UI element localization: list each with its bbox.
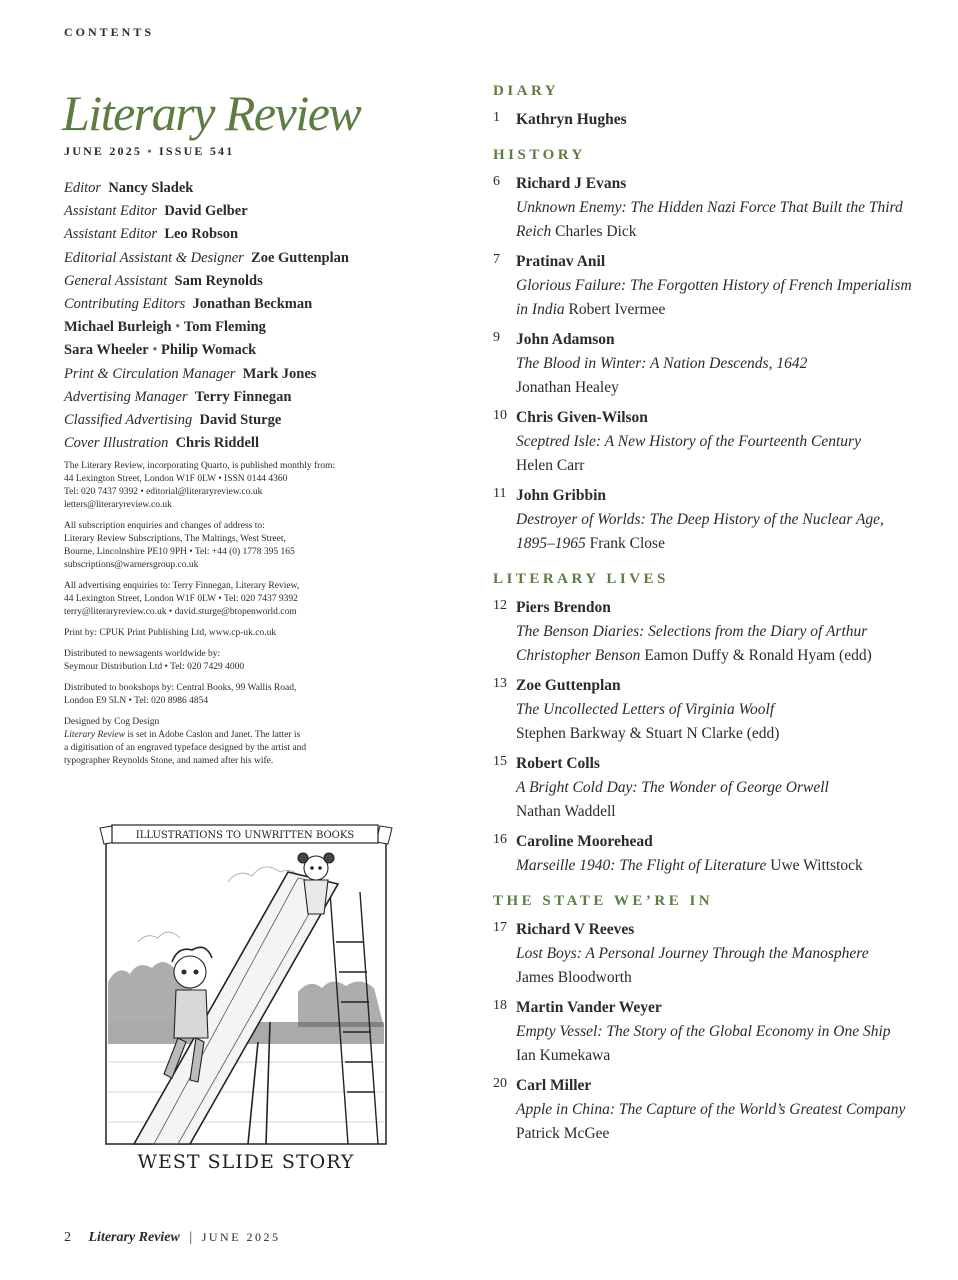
staff-line (64, 270, 384, 293)
toc-reviewer: John Gribbin (516, 487, 607, 504)
staff-name: David Gelber (164, 203, 248, 220)
info-line: Print by: CPUK Print Publishing Ltd, www.cp-uk.co.uk (64, 628, 277, 638)
toc-book (516, 508, 913, 556)
toc-book-author: Helen Carr (516, 457, 585, 474)
toc-book-author: Stephen Barkway & Stuart N Clarke (edd) (516, 725, 780, 742)
toc-entry[interactable] (493, 596, 913, 668)
staff-credits (64, 177, 384, 455)
toc-page-number: 18 (493, 998, 507, 1013)
bookshops-info (64, 682, 384, 708)
staff-name: Zoe Guttenplan (251, 249, 349, 266)
info-line: All subscription enquiries and changes of address to: (64, 521, 265, 531)
toc-reviewer: Piers Brendon (516, 599, 611, 616)
toc-page-number: 15 (493, 754, 507, 769)
toc-page-number: 12 (493, 598, 507, 613)
name-separator: • (175, 319, 181, 336)
contributing-editors-line (64, 339, 384, 362)
staff-name: Philip Womack (161, 342, 257, 359)
toc-book-title: Empty Vessel: The Story of the Global Economy in One Ship (516, 1023, 891, 1040)
toc-book-title: Marseille 1940: The Flight of Literature (516, 857, 767, 874)
toc-reviewer: Chris Given-Wilson (516, 409, 648, 426)
toc-entry[interactable] (493, 918, 913, 990)
toc-book-author: Jonathan Healey (516, 379, 619, 396)
masthead-title: Literary Review (62, 85, 361, 141)
newsagents-info (64, 648, 384, 674)
toc-book-title: Lost Boys: A Personal Journey Through the Manosphere (516, 945, 869, 962)
toc-reviewer: Robert Colls (516, 755, 600, 772)
staff-line (64, 247, 384, 270)
toc-book-title: The Benson Diaries: Selections from the Diary of Arthur Christopher Benson (516, 623, 868, 664)
toc-book-author: Eamon Duffy & Ronald Hyam (edd) (644, 647, 872, 664)
toc-page-number: 20 (493, 1076, 507, 1091)
typeface-text: is set in Adobe Caslon and Janet. The latter is (124, 730, 301, 740)
subscription-info (64, 520, 384, 572)
toc-book (516, 620, 913, 668)
cartoon-banner-text: ILLUSTRATIONS TO UNWRITTEN BOOKS (135, 830, 355, 841)
toc-section-heading: HISTORY (493, 147, 586, 163)
toc-page-number: 11 (493, 486, 507, 501)
toc-book (516, 430, 913, 478)
info-line: Distributed to bookshops by: Central Books, 99 Wallis Road, (64, 683, 297, 693)
staff-role: Editorial Assistant & Designer (64, 249, 244, 266)
footer-magazine-name: Literary Review (88, 1230, 180, 1245)
toc-page-number: 6 (493, 174, 500, 189)
toc-entry[interactable] (493, 406, 913, 478)
toc-book (516, 1020, 913, 1068)
staff-line (64, 293, 384, 316)
staff-name: Leo Robson (164, 226, 239, 243)
issue-number: ISSUE 541 (158, 144, 235, 158)
staff-line (64, 432, 384, 455)
toc-book-author: Frank Close (589, 535, 665, 552)
staff-role: Classified Advertising (64, 412, 193, 429)
staff-name: Tom Fleming (183, 319, 266, 336)
toc-book (516, 196, 913, 244)
toc-page-number: 13 (493, 676, 507, 691)
toc-book-author: Robert Ivermee (568, 301, 666, 318)
toc-book-author: Charles Dick (555, 223, 637, 240)
print-info (64, 627, 384, 640)
staff-name: Sara Wheeler (64, 342, 149, 359)
toc-book-author: James Bloodworth (516, 969, 632, 986)
toc-entry[interactable] (493, 328, 913, 400)
toc-section-heading: DIARY (493, 83, 560, 99)
staff-name: Chris Riddell (175, 435, 259, 452)
info-line: terry@literaryreview.co.uk • david.sturge@btopenworld.com (64, 607, 297, 617)
footer-date: JUNE 2025 (201, 1230, 281, 1244)
toc-book (516, 698, 913, 746)
toc-page-number: 17 (493, 920, 507, 935)
staff-role: General Assistant (64, 272, 168, 289)
toc-book-title: Apple in China: The Capture of the World’s Greatest Company (516, 1101, 906, 1118)
staff-role: Editor (64, 180, 102, 196)
toc-entry[interactable] (493, 830, 913, 878)
toc-entry[interactable] (493, 484, 913, 556)
footer-separator: | (189, 1230, 193, 1245)
info-line: Tel: 020 7437 9392 • editorial@literaryreview.co.uk (64, 487, 263, 497)
info-line: a digitisation of an engraved typeface designed by the artist and (64, 743, 307, 753)
info-line: Designed by Cog Design (64, 717, 160, 727)
toc-reviewer: Kathryn Hughes (516, 111, 627, 128)
toc-page-number: 9 (493, 330, 500, 345)
info-line: 44 Lexington Street, London W1F 0LW • Tel: 020 7437 9392 (64, 594, 298, 604)
toc-book (516, 1098, 913, 1146)
staff-role: Assistant Editor (64, 226, 158, 243)
info-line: Literary Review Subscriptions, The Maltings, West Street, (64, 534, 286, 544)
issue-line (64, 144, 234, 159)
toc-book-title: Glorious Failure: The Forgotten History of French Imperialism in India (516, 277, 912, 318)
staff-line (64, 177, 384, 200)
page-number: 2 (64, 1230, 71, 1245)
toc-book-author: Uwe Wittstock (770, 857, 863, 874)
toc-section-heading: THE STATE WE’RE IN (493, 893, 714, 909)
info-line: All advertising enquiries to: Terry Finnegan, Literary Review, (64, 581, 300, 591)
toc-reviewer: Zoe Guttenplan (516, 677, 621, 694)
toc-reviewer: Carl Miller (516, 1077, 592, 1094)
toc-entry[interactable] (493, 250, 913, 322)
toc-entry[interactable] (493, 674, 913, 746)
toc-reviewer: Pratinav Anil (516, 253, 606, 270)
info-line: Distributed to newsagents worldwide by: (64, 649, 221, 659)
toc-reviewer: Richard V Reeves (516, 921, 635, 938)
toc-page-number: 7 (493, 252, 500, 267)
cartoon-illustration (98, 822, 394, 1174)
toc-entry[interactable] (493, 752, 913, 824)
staff-name: David Sturge (199, 412, 282, 429)
info-line: London E9 5LN • Tel: 020 8986 4854 (64, 696, 209, 706)
toc-reviewer: Richard J Evans (516, 175, 627, 192)
info-line: 44 Lexington Street, London W1F 0LW • ISSN 0144 4360 (64, 474, 288, 484)
info-line: The Literary Review, incorporating Quarto, is published monthly from: (64, 461, 336, 471)
toc-book-title: A Bright Cold Day: The Wonder of George Orwell (516, 779, 829, 796)
toc-book (516, 942, 913, 990)
info-line (64, 729, 384, 742)
page-section-label: CONTENTS (64, 25, 155, 39)
toc-book (516, 854, 913, 878)
toc-page-number: 16 (493, 832, 507, 847)
staff-role: Contributing Editors (64, 296, 186, 313)
toc-book-title: The Uncollected Letters of Virginia Woolf (516, 701, 775, 718)
info-line: Seymour Distribution Ltd • Tel: 020 7429 4000 (64, 662, 245, 672)
design-info (64, 716, 384, 768)
staff-line (64, 386, 384, 409)
publisher-info (64, 460, 384, 512)
toc-page-number: 1 (493, 110, 500, 125)
info-line: typographer Reynolds Stone, and named after his wife. (64, 756, 274, 766)
toc-reviewer: John Adamson (516, 331, 615, 348)
toc-reviewer: Caroline Moorehead (516, 833, 653, 850)
toc-book (516, 352, 913, 400)
table-of-contents (493, 80, 913, 1152)
staff-line (64, 363, 384, 386)
toc-book (516, 776, 913, 824)
toc-entry[interactable] (493, 996, 913, 1068)
info-line: letters@literaryreview.co.uk (64, 500, 172, 510)
toc-book-title: Unknown Enemy: The Hidden Nazi Force That Built the Third Reich (516, 199, 903, 240)
staff-name: Terry Finnegan (194, 388, 292, 405)
staff-role: Cover Illustration (64, 435, 169, 452)
info-line: Bourne, Lincolnshire PE10 9PH • Tel: +44 (0) 1778 395 165 (64, 547, 295, 557)
info-line: subscriptions@warnersgroup.co.uk (64, 560, 199, 570)
toc-book-title: Destroyer of Worlds: The Deep History of the Nuclear Age, 1895–1965 (516, 511, 884, 552)
issue-separator: • (147, 144, 154, 158)
toc-page-number: 10 (493, 408, 507, 423)
cartoon-caption: WEST SLIDE STORY (137, 1151, 355, 1173)
toc-book-title: The Blood in Winter: A Nation Descends, 1642 (516, 355, 808, 372)
magazine-name: Literary Review (64, 730, 125, 740)
staff-name: Jonathan Beckman (192, 296, 313, 313)
staff-name: Sam Reynolds (174, 272, 263, 289)
toc-entry[interactable] (493, 108, 913, 132)
staff-role: Assistant Editor (64, 203, 158, 220)
staff-name: Mark Jones (242, 365, 317, 382)
publication-info (64, 460, 384, 776)
issue-month: JUNE 2025 (64, 144, 143, 158)
toc-entry[interactable] (493, 1074, 913, 1146)
staff-line (64, 223, 384, 246)
staff-role: Advertising Manager (64, 388, 188, 405)
staff-line (64, 200, 384, 223)
name-separator: • (152, 342, 158, 359)
toc-book-author: Ian Kumekawa (516, 1047, 611, 1064)
toc-book-author: Patrick McGee (516, 1125, 610, 1142)
staff-name: Nancy Sladek (108, 180, 194, 196)
staff-line (64, 409, 384, 432)
contributing-editors-line (64, 316, 384, 339)
toc-section-heading: LITERARY LIVES (493, 571, 669, 587)
toc-book-title: Sceptred Isle: A New History of the Fourteenth Century (516, 433, 861, 450)
toc-book-author: Nathan Waddell (516, 803, 616, 820)
staff-name: Michael Burleigh (64, 319, 172, 336)
staff-role: Print & Circulation Manager (64, 365, 236, 382)
toc-entry[interactable] (493, 172, 913, 244)
toc-reviewer: Martin Vander Weyer (516, 999, 662, 1016)
toc-book (516, 274, 913, 322)
advertising-info (64, 580, 384, 619)
page-footer (64, 1230, 281, 1246)
